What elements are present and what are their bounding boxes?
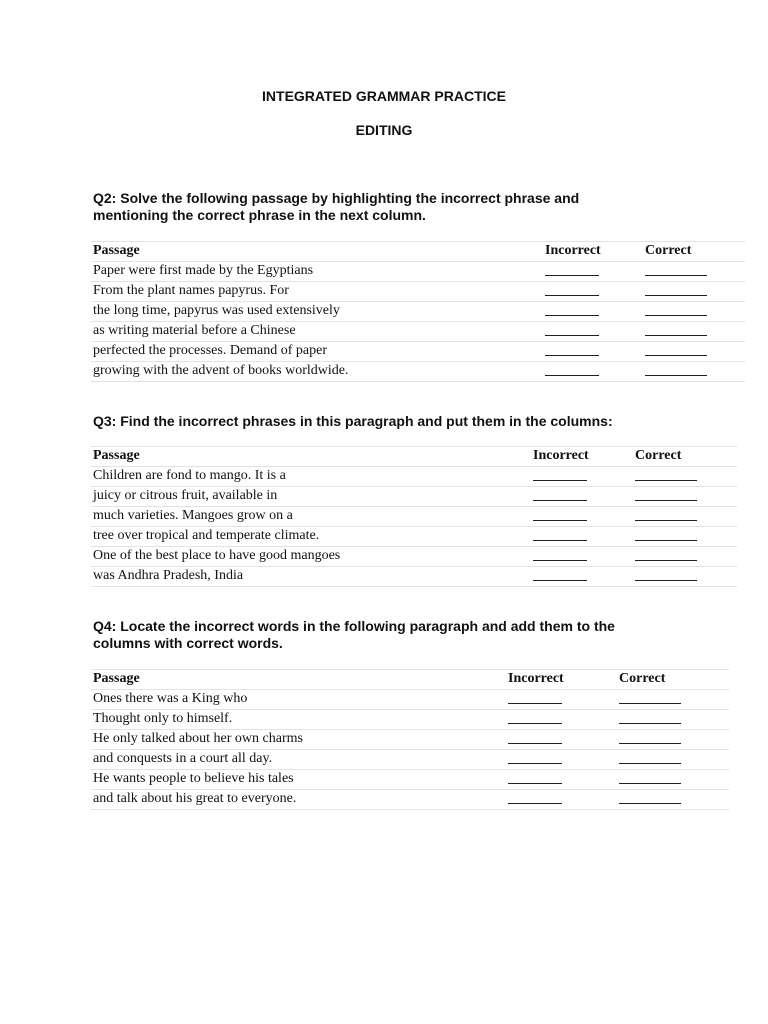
passage-line: was Andhra Pradesh, India	[91, 566, 531, 586]
passage-header: Passage	[91, 242, 543, 262]
table-row	[91, 486, 737, 506]
question-q4: Q4: Locate the incorrect words in the following paragraph and add them to the columns with correct words.	[93, 618, 615, 651]
correct-header: Correct	[633, 447, 737, 467]
question-q2: Q2: Solve the following passage by highlighting the incorrect phrase and mentioning the correct phrase in the next column.	[93, 190, 580, 223]
correct-blank[interactable]	[645, 282, 707, 296]
table-row	[91, 729, 729, 749]
incorrect-header: Incorrect	[543, 242, 643, 262]
incorrect-blank[interactable]	[545, 282, 599, 296]
incorrect-blank[interactable]	[508, 710, 562, 724]
correct-blank[interactable]	[635, 487, 697, 501]
incorrect-blank[interactable]	[545, 302, 599, 316]
passage-line: juicy or citrous fruit, available in	[91, 486, 531, 506]
correct-header: Correct	[617, 670, 729, 690]
correct-blank[interactable]	[645, 362, 707, 376]
correct-blank[interactable]	[619, 690, 681, 704]
passage-line: Paper were first made by the Egyptians	[91, 261, 543, 281]
table-row	[91, 506, 737, 526]
table-row	[91, 321, 745, 341]
question-q3: Q3: Find the incorrect phrases in this paragraph and put them in the columns:	[93, 413, 613, 429]
passage-line: He wants people to believe his tales	[91, 769, 506, 789]
passage-line: perfected the processes. Demand of paper	[91, 341, 543, 361]
table-row	[91, 566, 737, 586]
correct-blank[interactable]	[619, 710, 681, 724]
worksheet-subtitle: EDITING	[355, 122, 413, 138]
table-row	[91, 261, 745, 281]
correct-blank[interactable]	[635, 567, 697, 581]
incorrect-blank[interactable]	[545, 322, 599, 336]
q4-table	[91, 669, 729, 810]
table-row	[91, 789, 729, 809]
incorrect-blank[interactable]	[533, 527, 587, 541]
passage-line: the long time, papyrus was used extensively	[91, 301, 543, 321]
correct-blank[interactable]	[645, 302, 707, 316]
incorrect-blank[interactable]	[533, 507, 587, 521]
correct-blank[interactable]	[635, 507, 697, 521]
passage-line: and conquests in a court all day.	[91, 749, 506, 769]
incorrect-blank[interactable]	[508, 690, 562, 704]
table-row	[91, 749, 729, 769]
table-header-row	[91, 242, 745, 262]
table-row	[91, 526, 737, 546]
table-row	[91, 689, 729, 709]
incorrect-blank[interactable]	[533, 467, 587, 481]
correct-header: Correct	[643, 242, 745, 262]
passage-line: One of the best place to have good mangoes	[91, 546, 531, 566]
table-row	[91, 341, 745, 361]
correct-blank[interactable]	[619, 730, 681, 744]
passage-line: Ones there was a King who	[91, 689, 506, 709]
incorrect-blank[interactable]	[545, 342, 599, 356]
incorrect-blank[interactable]	[508, 730, 562, 744]
correct-blank[interactable]	[635, 527, 697, 541]
table-row	[91, 769, 729, 789]
correct-blank[interactable]	[619, 750, 681, 764]
correct-blank[interactable]	[635, 547, 697, 561]
passage-header: Passage	[91, 670, 506, 690]
q2-table	[91, 241, 745, 382]
table-row	[91, 281, 745, 301]
worksheet-title: INTEGRATED GRAMMAR PRACTICE	[262, 88, 506, 104]
correct-blank[interactable]	[645, 342, 707, 356]
passage-line: growing with the advent of books worldwide.	[91, 361, 543, 381]
incorrect-blank[interactable]	[533, 567, 587, 581]
table-header-row	[91, 670, 729, 690]
correct-blank[interactable]	[619, 790, 681, 804]
incorrect-blank[interactable]	[508, 770, 562, 784]
table-row	[91, 301, 745, 321]
incorrect-blank[interactable]	[545, 262, 599, 276]
incorrect-blank[interactable]	[508, 790, 562, 804]
incorrect-header: Incorrect	[506, 670, 617, 690]
passage-line: Children are fond to mango. It is a	[91, 466, 531, 486]
incorrect-header: Incorrect	[531, 447, 633, 467]
correct-blank[interactable]	[645, 262, 707, 276]
incorrect-blank[interactable]	[545, 362, 599, 376]
passage-line: Thought only to himself.	[91, 709, 506, 729]
table-row	[91, 361, 745, 381]
table-row	[91, 546, 737, 566]
table-row	[91, 709, 729, 729]
passage-line: tree over tropical and temperate climate.	[91, 526, 531, 546]
table-header-row	[91, 447, 737, 467]
passage-line: From the plant names papyrus. For	[91, 281, 543, 301]
incorrect-blank[interactable]	[533, 547, 587, 561]
correct-blank[interactable]	[635, 467, 697, 481]
passage-line: and talk about his great to everyone.	[91, 789, 506, 809]
correct-blank[interactable]	[645, 322, 707, 336]
passage-line: as writing material before a Chinese	[91, 321, 543, 341]
passage-line: He only talked about her own charms	[91, 729, 506, 749]
q3-table	[91, 446, 737, 587]
incorrect-blank[interactable]	[533, 487, 587, 501]
passage-header: Passage	[91, 447, 531, 467]
table-row	[91, 466, 737, 486]
incorrect-blank[interactable]	[508, 750, 562, 764]
correct-blank[interactable]	[619, 770, 681, 784]
passage-line: much varieties. Mangoes grow on a	[91, 506, 531, 526]
